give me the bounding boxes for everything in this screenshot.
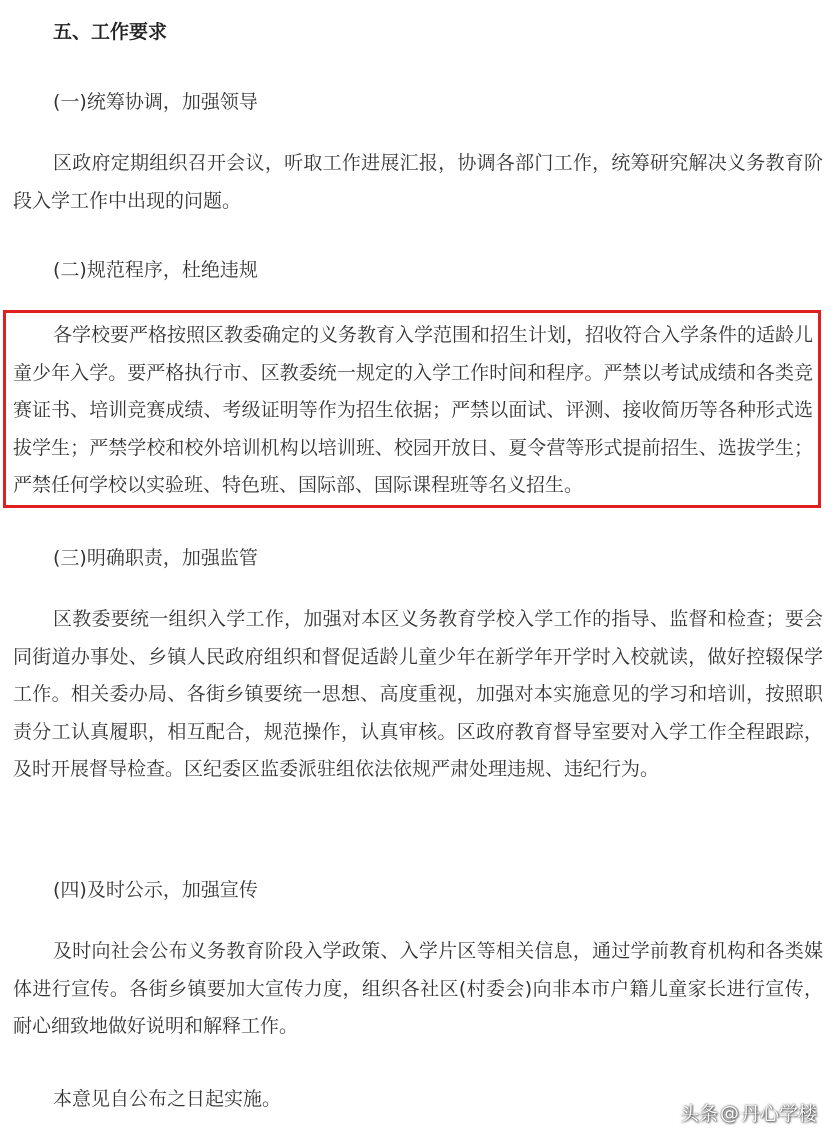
watermark-author: 丹心学楼 <box>740 1103 817 1125</box>
item-4-title: (四)及时公示，加强宣传 <box>53 879 258 901</box>
item-1-body: 区政府定期组织召开会议，听取工作进展汇报，协调各部门工作，统筹研究解决义务教育阶段入学工作中出现的问题。 <box>13 152 823 212</box>
item-1-title: (一)统筹协调，加强领导 <box>53 91 258 113</box>
item-4-body: 及时向社会公布义务教育阶段入学政策、入学片区等相关信息，通过学前教育机构和各类媒体进行宣传。各街乡镇要加大宣传力度，组织各社区(村委会)向非本市户籍儿童家长进行宣传，耐心细致地做好说明和解释工作。 <box>13 940 823 1038</box>
watermark <box>680 1099 817 1126</box>
closing-text: 本意见自公布之日起实施。 <box>53 1088 282 1110</box>
watermark-at: @ <box>719 1101 739 1124</box>
section-heading: 五、工作要求 <box>53 21 168 43</box>
item-2-body: 各学校要严格按照区教委确定的义务教育入学范围和招生计划，招收符合入学条件的适龄儿童少年入学。要严格执行市、区教委统一规定的入学工作时间和程序。严禁以考试成绩和各类竞赛证书、培训竞赛成绩、考级证明等作为招生依据；严禁以面试、评测、接收简历等各种形式选拔学生；严禁学校和校外培训机构以培训班、校园开放日、夏令营等形式提前招生、选拔学生；严禁任何学校以实验班、特色班、国际部、国际课程班等名义招生。 <box>13 324 814 497</box>
item-2-title: (二)规范程序，杜绝违规 <box>53 259 258 281</box>
item-3-title: (三)明确职责，加强监管 <box>53 547 258 569</box>
highlight-box <box>3 310 821 508</box>
item-3-body: 区教委要统一组织入学工作，加强对本区义务教育学校入学工作的指导、监督和检查；要会同街道办事处、乡镇人民政府组织和督促适龄儿童少年在新学年开学时入校就读，做好控辍保学工作。相关委办局、各街乡镇要统一思想、高度重视，加强对本实施意见的学习和培训，按照职责分工认真履职，相互配合，规范操作，认真审核。区政府教育督导室要对入学工作全程跟踪，及时开展督导检查。区纪委区监委派驻组依法依规严肃处理违规、违纪行为。 <box>13 608 823 781</box>
watermark-platform: 头条 <box>679 1103 718 1125</box>
